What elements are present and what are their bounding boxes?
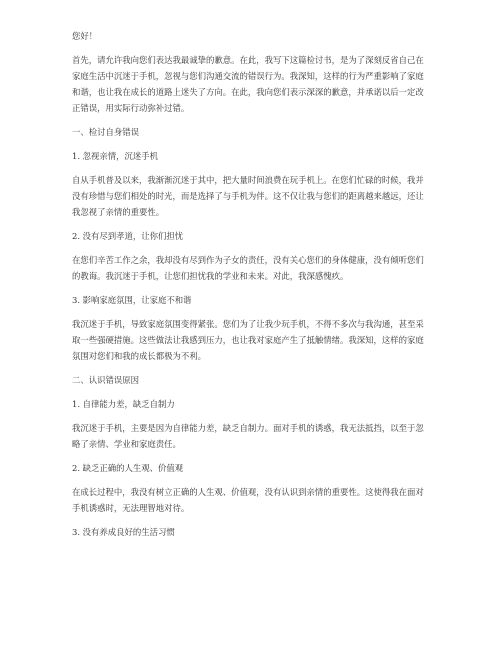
- section-2-item-1-body: 我沉迷于手机，主要是因为自律能力差，缺乏自制力。面对手机的诱惑，我无法抵挡，以至于忽略了亲情、学业和家庭责任。: [72, 423, 424, 449]
- section-2-heading: 二、认识错误原因: [72, 375, 139, 385]
- section-1-item-2-body: 在您们辛苦工作之余，我却没有尽到作为子女的责任，没有关心您们的身体健康，没有倾听您们的教诲。我沉迷于手机，让您们担忧我的学业和未来。对此，我深感愧疚。: [72, 255, 424, 281]
- section-2-item-3-title: 3. 没有养成良好的生活习惯: [72, 527, 175, 537]
- section-1-item-1-body: 自从手机普及以来，我渐渐沉迷于其中，把大量时间浪费在玩手机上。在您们忙碌的时候，我并没有珍惜与您们相处的时光，而是选择了与手机为伴。这不仅让我与您们的距离越来越远，还让我忽视了亲情的重要性。: [72, 175, 424, 217]
- section-1-item-3-title: 3. 影响家庭氛围，让家庭不和谐: [72, 295, 192, 305]
- section-1-item-3-body: 我沉迷于手机，导致家庭氛围变得紧张。您们为了让我少玩手机，不得不多次与我沟通，甚至采取一些强硬措施。这些做法让我感到压力，也让我对家庭产生了抵触情绪。我深知，这样的家庭氛围对您们和我的成长都极为不利。: [72, 319, 424, 361]
- section-2-item-2-title: 2. 缺乏正确的人生观、价值观: [72, 463, 184, 473]
- section-1-item-1-title: 1. 忽视亲情，沉迷手机: [72, 151, 159, 161]
- section-2-item-2-body: 在成长过程中，我没有树立正确的人生观、价值观，没有认识到亲情的重要性。这使得我在面对手机诱惑时，无法理智地对待。: [72, 487, 424, 513]
- greeting: 您好！: [72, 31, 98, 41]
- section-2-item-1-title: 1. 自律能力差，缺乏自制力: [72, 399, 175, 409]
- intro-paragraph: 首先，请允许我向您们表达我最诚挚的歉意。在此，我写下这篇检讨书，是为了深刻反省自己在家庭生活中沉迷于手机，忽视与您们沟通交流的错误行为。我深知，这样的行为严重影响了家庭和谐，也让我在成长的道路上迷失了方向。在此，我向您们表示深深的歉意，并承诺以后一定改正错误，用实际行动弥补过错。: [72, 55, 424, 113]
- section-1-heading: 一、检讨自身错误: [72, 127, 139, 137]
- section-1-item-2-title: 2. 没有尽到孝道，让你们担忧: [72, 231, 184, 241]
